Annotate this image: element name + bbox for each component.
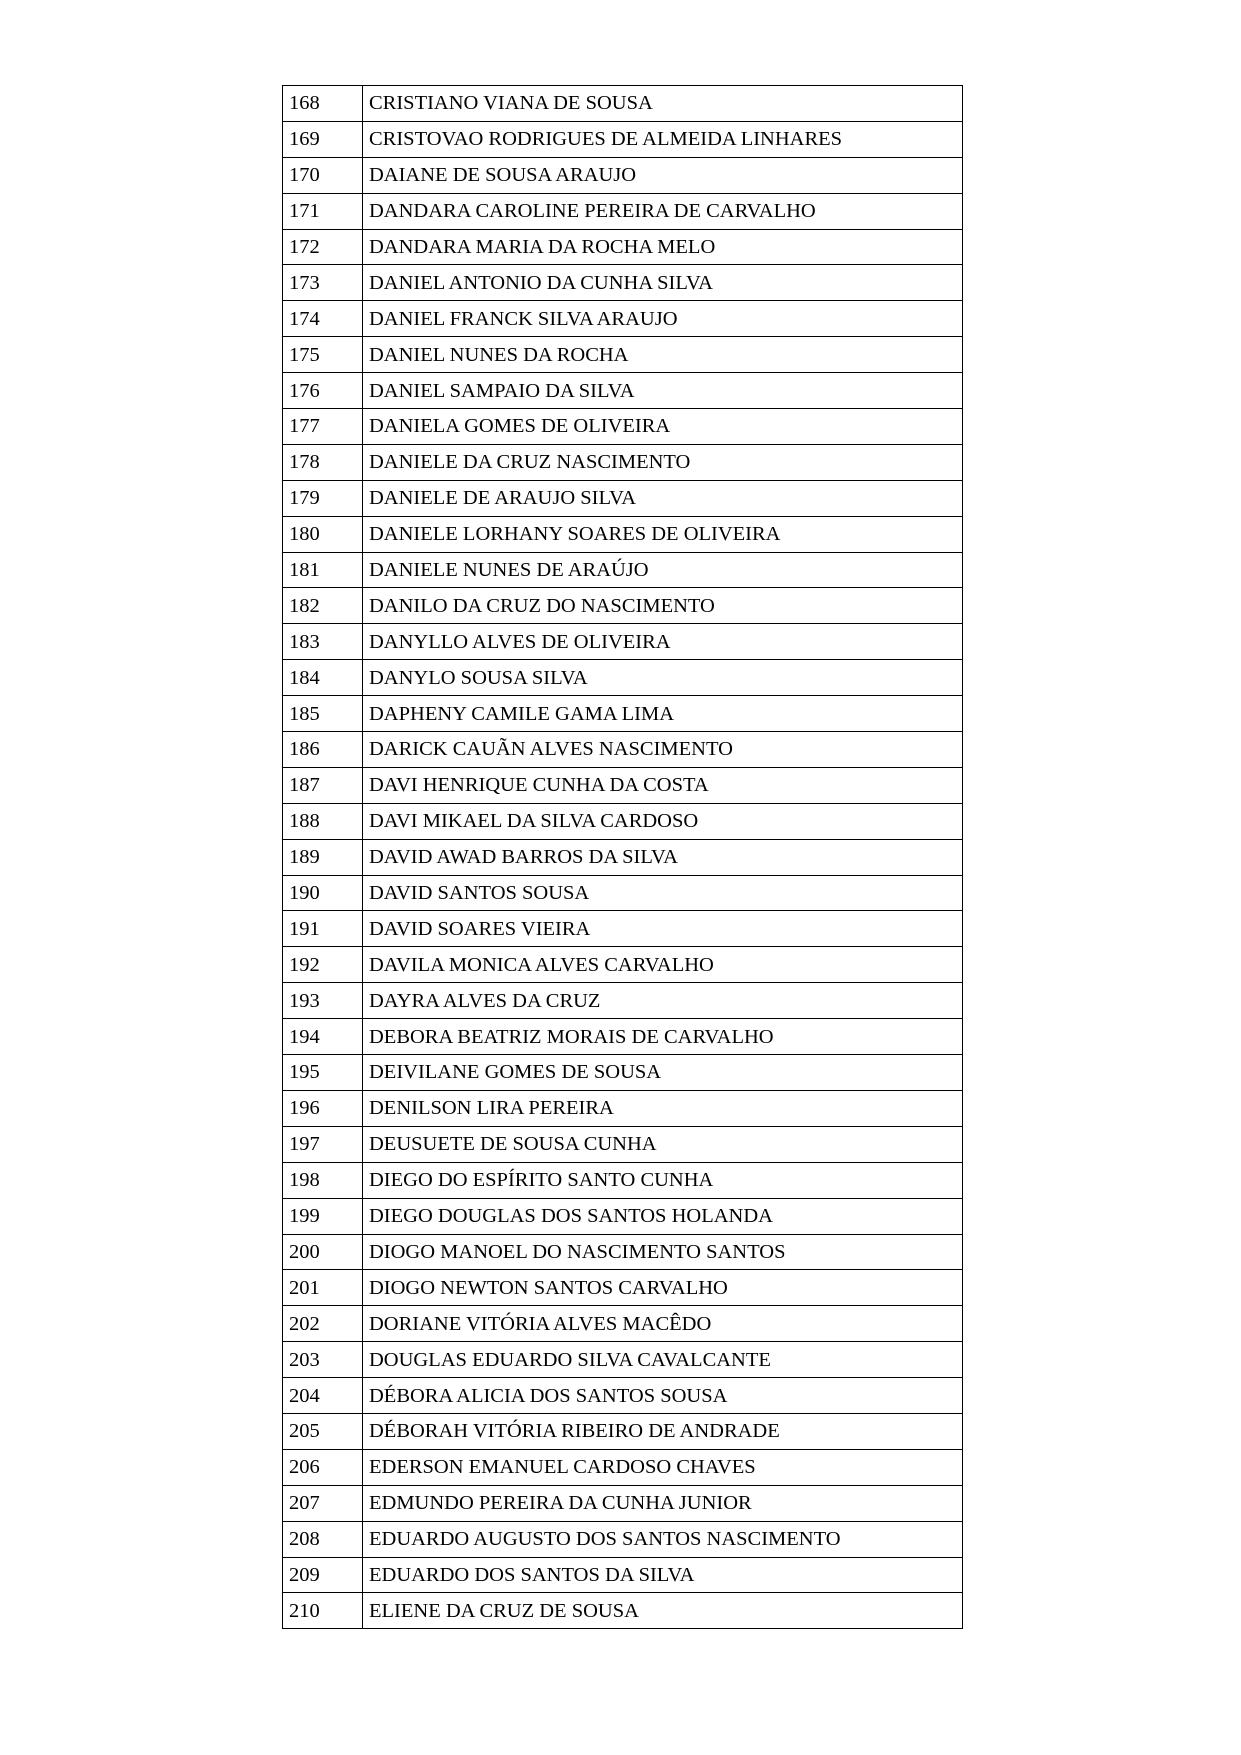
table-row — [283, 337, 963, 373]
row-name-cell: DÉBORAH VITÓRIA RIBEIRO DE ANDRADE — [363, 1413, 963, 1449]
table-row — [283, 265, 963, 301]
row-number-cell: 175 — [283, 337, 363, 373]
row-number-cell: 179 — [283, 480, 363, 516]
row-name-cell: DAYRA ALVES DA CRUZ — [363, 983, 963, 1019]
table-row — [283, 911, 963, 947]
row-number-cell: 192 — [283, 947, 363, 983]
row-name-cell: DORIANE VITÓRIA ALVES MACÊDO — [363, 1306, 963, 1342]
row-number-cell: 190 — [283, 875, 363, 911]
row-name-cell: DAVILA MONICA ALVES CARVALHO — [363, 947, 963, 983]
row-name-cell: EDUARDO AUGUSTO DOS SANTOS NASCIMENTO — [363, 1521, 963, 1557]
table-row — [283, 660, 963, 696]
row-name-cell: DAVI HENRIQUE CUNHA DA COSTA — [363, 767, 963, 803]
table-row — [283, 157, 963, 193]
row-number-cell: 187 — [283, 767, 363, 803]
table-row — [283, 983, 963, 1019]
table-row — [283, 552, 963, 588]
table-row — [283, 588, 963, 624]
table-row — [283, 624, 963, 660]
table-row — [283, 1090, 963, 1126]
row-number-cell: 196 — [283, 1090, 363, 1126]
row-name-cell: DANIELE DE ARAUJO SILVA — [363, 480, 963, 516]
table-row — [283, 1449, 963, 1485]
row-number-cell: 208 — [283, 1521, 363, 1557]
table-row — [283, 121, 963, 157]
row-name-cell: EDMUNDO PEREIRA DA CUNHA JUNIOR — [363, 1485, 963, 1521]
row-name-cell: CRISTOVAO RODRIGUES DE ALMEIDA LINHARES — [363, 121, 963, 157]
table-row — [283, 875, 963, 911]
row-name-cell: DÉBORA ALICIA DOS SANTOS SOUSA — [363, 1378, 963, 1414]
row-name-cell: DANIELE NUNES DE ARAÚJO — [363, 552, 963, 588]
row-name-cell: DANIELE LORHANY SOARES DE OLIVEIRA — [363, 516, 963, 552]
row-name-cell: DOUGLAS EDUARDO SILVA CAVALCANTE — [363, 1342, 963, 1378]
row-name-cell: DANIELA GOMES DE OLIVEIRA — [363, 409, 963, 445]
row-number-cell: 184 — [283, 660, 363, 696]
row-number-cell: 182 — [283, 588, 363, 624]
table-row — [283, 732, 963, 768]
table-row — [283, 1126, 963, 1162]
row-name-cell: DIOGO MANOEL DO NASCIMENTO SANTOS — [363, 1234, 963, 1270]
row-name-cell: DAVI MIKAEL DA SILVA CARDOSO — [363, 803, 963, 839]
table-row — [283, 1413, 963, 1449]
row-number-cell: 189 — [283, 839, 363, 875]
table-row — [283, 516, 963, 552]
row-name-cell: EDUARDO DOS SANTOS DA SILVA — [363, 1557, 963, 1593]
row-name-cell: DANIEL NUNES DA ROCHA — [363, 337, 963, 373]
row-name-cell: DANYLO SOUSA SILVA — [363, 660, 963, 696]
row-name-cell: DEUSUETE DE SOUSA CUNHA — [363, 1126, 963, 1162]
table-row — [283, 1342, 963, 1378]
row-number-cell: 193 — [283, 983, 363, 1019]
row-number-cell: 186 — [283, 732, 363, 768]
row-name-cell: DEBORA BEATRIZ MORAIS DE CARVALHO — [363, 1019, 963, 1055]
row-name-cell: DANIEL ANTONIO DA CUNHA SILVA — [363, 265, 963, 301]
table-row — [283, 1378, 963, 1414]
table-row — [283, 767, 963, 803]
row-name-cell: DANDARA CAROLINE PEREIRA DE CARVALHO — [363, 193, 963, 229]
table-row — [283, 1019, 963, 1055]
table-row — [283, 1485, 963, 1521]
row-name-cell: DANIEL SAMPAIO DA SILVA — [363, 373, 963, 409]
row-name-cell: DAVID SOARES VIEIRA — [363, 911, 963, 947]
names-table-body — [283, 86, 963, 1629]
table-row — [283, 373, 963, 409]
row-name-cell: CRISTIANO VIANA DE SOUSA — [363, 86, 963, 122]
row-number-cell: 183 — [283, 624, 363, 660]
table-row — [283, 1557, 963, 1593]
row-name-cell: DANIELE DA CRUZ NASCIMENTO — [363, 444, 963, 480]
row-number-cell: 205 — [283, 1413, 363, 1449]
row-number-cell: 195 — [283, 1055, 363, 1091]
row-number-cell: 170 — [283, 157, 363, 193]
table-row — [283, 409, 963, 445]
row-number-cell: 204 — [283, 1378, 363, 1414]
row-number-cell: 202 — [283, 1306, 363, 1342]
row-number-cell: 210 — [283, 1593, 363, 1629]
row-number-cell: 197 — [283, 1126, 363, 1162]
row-name-cell: DIEGO DO ESPÍRITO SANTO CUNHA — [363, 1162, 963, 1198]
row-name-cell: ELIENE DA CRUZ DE SOUSA — [363, 1593, 963, 1629]
names-table — [282, 85, 963, 1629]
row-name-cell: DANDARA MARIA DA ROCHA MELO — [363, 229, 963, 265]
row-name-cell: DAPHENY CAMILE GAMA LIMA — [363, 696, 963, 732]
row-number-cell: 206 — [283, 1449, 363, 1485]
row-number-cell: 178 — [283, 444, 363, 480]
row-number-cell: 203 — [283, 1342, 363, 1378]
row-number-cell: 173 — [283, 265, 363, 301]
row-number-cell: 181 — [283, 552, 363, 588]
table-row — [283, 803, 963, 839]
row-number-cell: 199 — [283, 1198, 363, 1234]
row-number-cell: 169 — [283, 121, 363, 157]
row-number-cell: 194 — [283, 1019, 363, 1055]
row-number-cell: 172 — [283, 229, 363, 265]
row-name-cell: DANYLLO ALVES DE OLIVEIRA — [363, 624, 963, 660]
table-row — [283, 444, 963, 480]
table-row — [283, 1162, 963, 1198]
row-name-cell: DANIEL FRANCK SILVA ARAUJO — [363, 301, 963, 337]
table-row — [283, 229, 963, 265]
row-name-cell: DEIVILANE GOMES DE SOUSA — [363, 1055, 963, 1091]
row-name-cell: DAIANE DE SOUSA ARAUJO — [363, 157, 963, 193]
table-row — [283, 1234, 963, 1270]
row-name-cell: DARICK CAUÃN ALVES NASCIMENTO — [363, 732, 963, 768]
row-number-cell: 198 — [283, 1162, 363, 1198]
row-name-cell: DAVID AWAD BARROS DA SILVA — [363, 839, 963, 875]
row-number-cell: 180 — [283, 516, 363, 552]
row-number-cell: 168 — [283, 86, 363, 122]
table-row — [283, 1593, 963, 1629]
row-number-cell: 200 — [283, 1234, 363, 1270]
row-number-cell: 209 — [283, 1557, 363, 1593]
table-row — [283, 480, 963, 516]
row-name-cell: DENILSON LIRA PEREIRA — [363, 1090, 963, 1126]
table-row — [283, 193, 963, 229]
table-row — [283, 839, 963, 875]
table-row — [283, 1270, 963, 1306]
row-number-cell: 174 — [283, 301, 363, 337]
table-row — [283, 1055, 963, 1091]
table-row — [283, 1198, 963, 1234]
row-number-cell: 171 — [283, 193, 363, 229]
row-number-cell: 176 — [283, 373, 363, 409]
row-name-cell: DANILO DA CRUZ DO NASCIMENTO — [363, 588, 963, 624]
table-row — [283, 1521, 963, 1557]
table-row — [283, 696, 963, 732]
row-name-cell: DIEGO DOUGLAS DOS SANTOS HOLANDA — [363, 1198, 963, 1234]
row-number-cell: 191 — [283, 911, 363, 947]
row-number-cell: 185 — [283, 696, 363, 732]
table-row — [283, 1306, 963, 1342]
row-number-cell: 201 — [283, 1270, 363, 1306]
table-row — [283, 86, 963, 122]
row-name-cell: EDERSON EMANUEL CARDOSO CHAVES — [363, 1449, 963, 1485]
row-number-cell: 188 — [283, 803, 363, 839]
table-row — [283, 301, 963, 337]
row-name-cell: DIOGO NEWTON SANTOS CARVALHO — [363, 1270, 963, 1306]
row-number-cell: 177 — [283, 409, 363, 445]
table-row — [283, 947, 963, 983]
row-number-cell: 207 — [283, 1485, 363, 1521]
row-name-cell: DAVID SANTOS SOUSA — [363, 875, 963, 911]
